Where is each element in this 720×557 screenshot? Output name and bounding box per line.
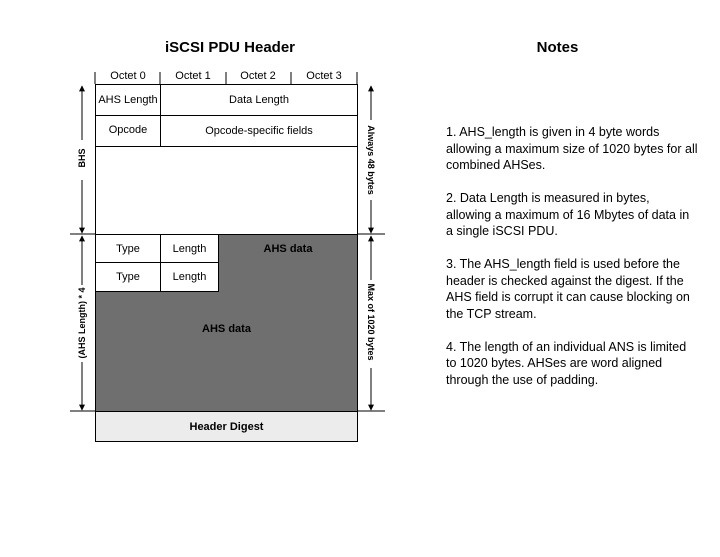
octet-3-label: Octet 3 (306, 70, 342, 82)
ahs-type-field-2 (95, 262, 161, 292)
ahs-length-label-1: Length (172, 242, 207, 255)
ahs-type-field-1 (95, 234, 161, 263)
opcode-specific-field (160, 115, 358, 147)
max-1020-bytes-label: Max of 1020 bytes (366, 283, 376, 361)
header-digest-block (95, 411, 358, 442)
octet-2-label: Octet 2 (240, 70, 276, 82)
ahs-length-label: AHS Length (98, 93, 158, 106)
opcode-label: Opcode (108, 124, 148, 136)
octet-1-label: Octet 1 (175, 70, 211, 82)
data-length-label: Data Length (229, 94, 289, 106)
bhs-label: BHS (77, 148, 87, 168)
ahs-type-label-1: Type (116, 242, 140, 255)
header-digest-label: Header Digest (189, 420, 264, 433)
always-48-bytes-label: Always 48 bytes (366, 125, 376, 195)
header-title: iSCSI PDU Header (164, 39, 296, 56)
ahs-length-field-2 (160, 262, 219, 292)
note-4: 4. The length of an individual ANS is limited to 1020 bytes. AHSes are word aligned through the use of padding. (446, 339, 687, 387)
note-1: 1. AHS_length is given in 4 byte words allowing a maximum size of 1020 bytes for all combined AHSes. (446, 125, 698, 172)
data-length-field (160, 84, 358, 116)
opcode-field (95, 115, 161, 147)
ahs-length-field (95, 84, 161, 116)
ahs-type-label-2: Type (116, 271, 140, 283)
notes-title: Notes (536, 39, 579, 56)
notes-list (446, 124, 698, 405)
opcode-specific-label: Opcode-specific fields (205, 125, 313, 137)
ahs-length-field-1 (160, 234, 219, 263)
ahs-data-label-2: AHS data (202, 323, 251, 335)
ahs-data-label-1: AHS data (263, 242, 313, 255)
note-3: 3. The AHS_length field is used before the header is checked against the digest. If the AHS field is corrupt it can cause blocking on the TCP stream. (446, 257, 690, 321)
note-2: 2. Data Length is measured in bytes, allowing a maximum of 16 Mbytes of data in a single iSCSI PDU. (446, 191, 690, 238)
ahs-length-x4-label: (AHS Length) * 4 (77, 287, 87, 359)
octet-0-label: Octet 0 (110, 70, 146, 82)
ahs-length-label-2: Length (172, 271, 207, 283)
